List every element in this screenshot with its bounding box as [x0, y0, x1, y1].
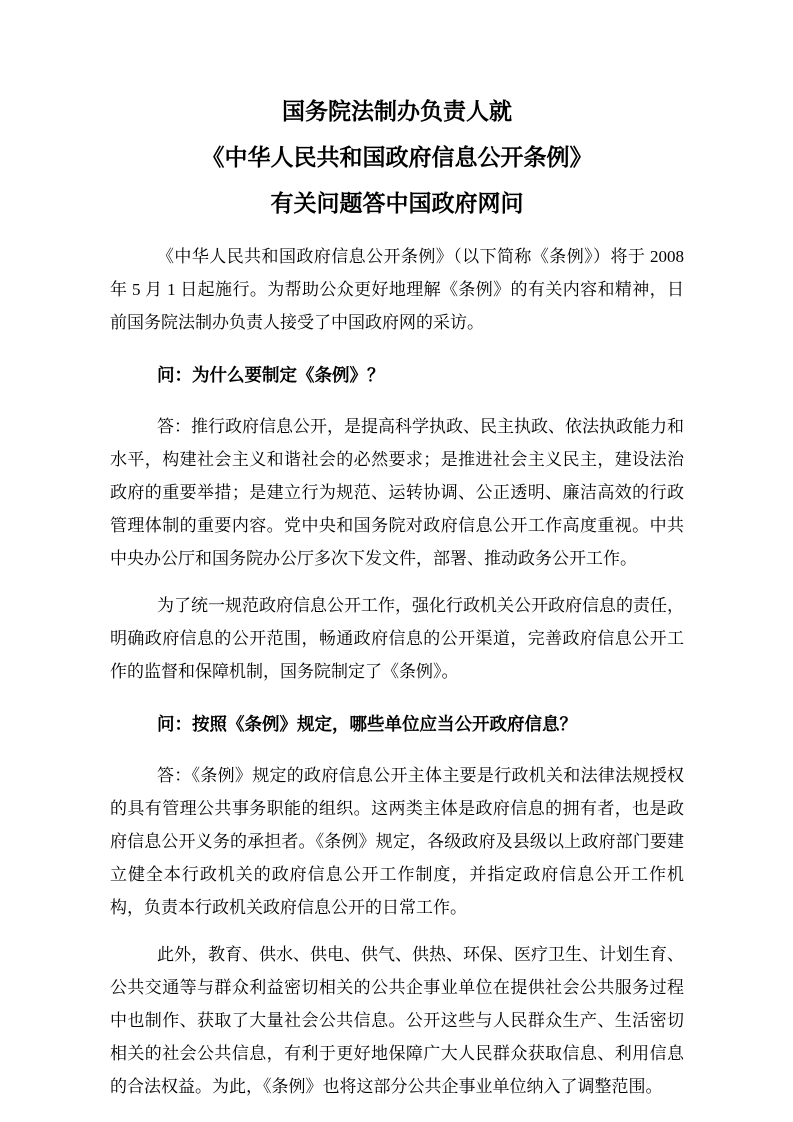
- body-paragraph: 答：推行政府信息公开，是提高科学执政、民主执政、依法执政能力和水平，构建社会主义和谐社会的必然要求；是推进社会主义民主，建设法治政府的重要举措；是建立行为规范、运转协调、公正透明、廉洁高效的行政管理体制的重要内容。党中央和国务院对政府信息公开工作高度重视。中共中央办公厅和国务院办公厅多次下发文件，部署、推动政务公开工作。: [110, 417, 684, 568]
- question-heading: 问：按照《条例》规定，哪些单位应当公开政府信息？: [157, 714, 577, 734]
- body-paragraph: 此外，教育、供水、供电、供气、供热、环保、医疗卫生、计划生育、公共交通等与群众利益密切相关的公共企事业单位在提供社会公共服务过程中也制作、获取了大量社会公共信息。公开这些与人民群众生产、生活密切相关的社会公共信息，有利于更好地保障广大人民群众获取信息、利用信息的合法权益。为此，《条例》也将这部分公共企事业单位纳入了调整范围。: [110, 945, 684, 1096]
- document-title-line-2: 《中华人民共和国政府信息公开条例》: [201, 144, 593, 170]
- document-title-line-3: 有关问题答中国政府网问: [270, 190, 524, 216]
- document-body: [110, 240, 684, 1103]
- body-paragraph: 答：《条例》规定的政府信息公开主体主要是行政机关和法律法规授权的具有管理公共事务职能的组织。这两类主体是政府信息的拥有者，也是政府信息公开义务的承担者。《条例》规定，各级政府及县级以上政府部门要建立健全本行政机关的政府信息公开工作制度，并指定政府信息公开工作机构，负责本行政机关政府信息公开的日常工作。: [110, 766, 684, 917]
- document-title-line-1: 国务院法制办负责人就: [282, 98, 512, 124]
- document-title: [110, 88, 684, 226]
- body-paragraph: 《中华人民共和国政府信息公开条例》（以下简称《条例》）将于 2008 年 5 月 1 日起施行。为帮助公众更好地理解《条例》的有关内容和精神，日前国务院法制办负责人接受了中国政府网的采访。: [110, 247, 684, 332]
- body-paragraph: 为了统一规范政府信息公开工作，强化行政机关公开政府信息的责任，明确政府信息的公开范围，畅通政府信息的公开渠道，完善政府信息公开工作的监督和保障机制，国务院制定了《条例》。: [110, 596, 684, 681]
- question-heading: 问：为什么要制定《条例》？: [157, 365, 385, 385]
